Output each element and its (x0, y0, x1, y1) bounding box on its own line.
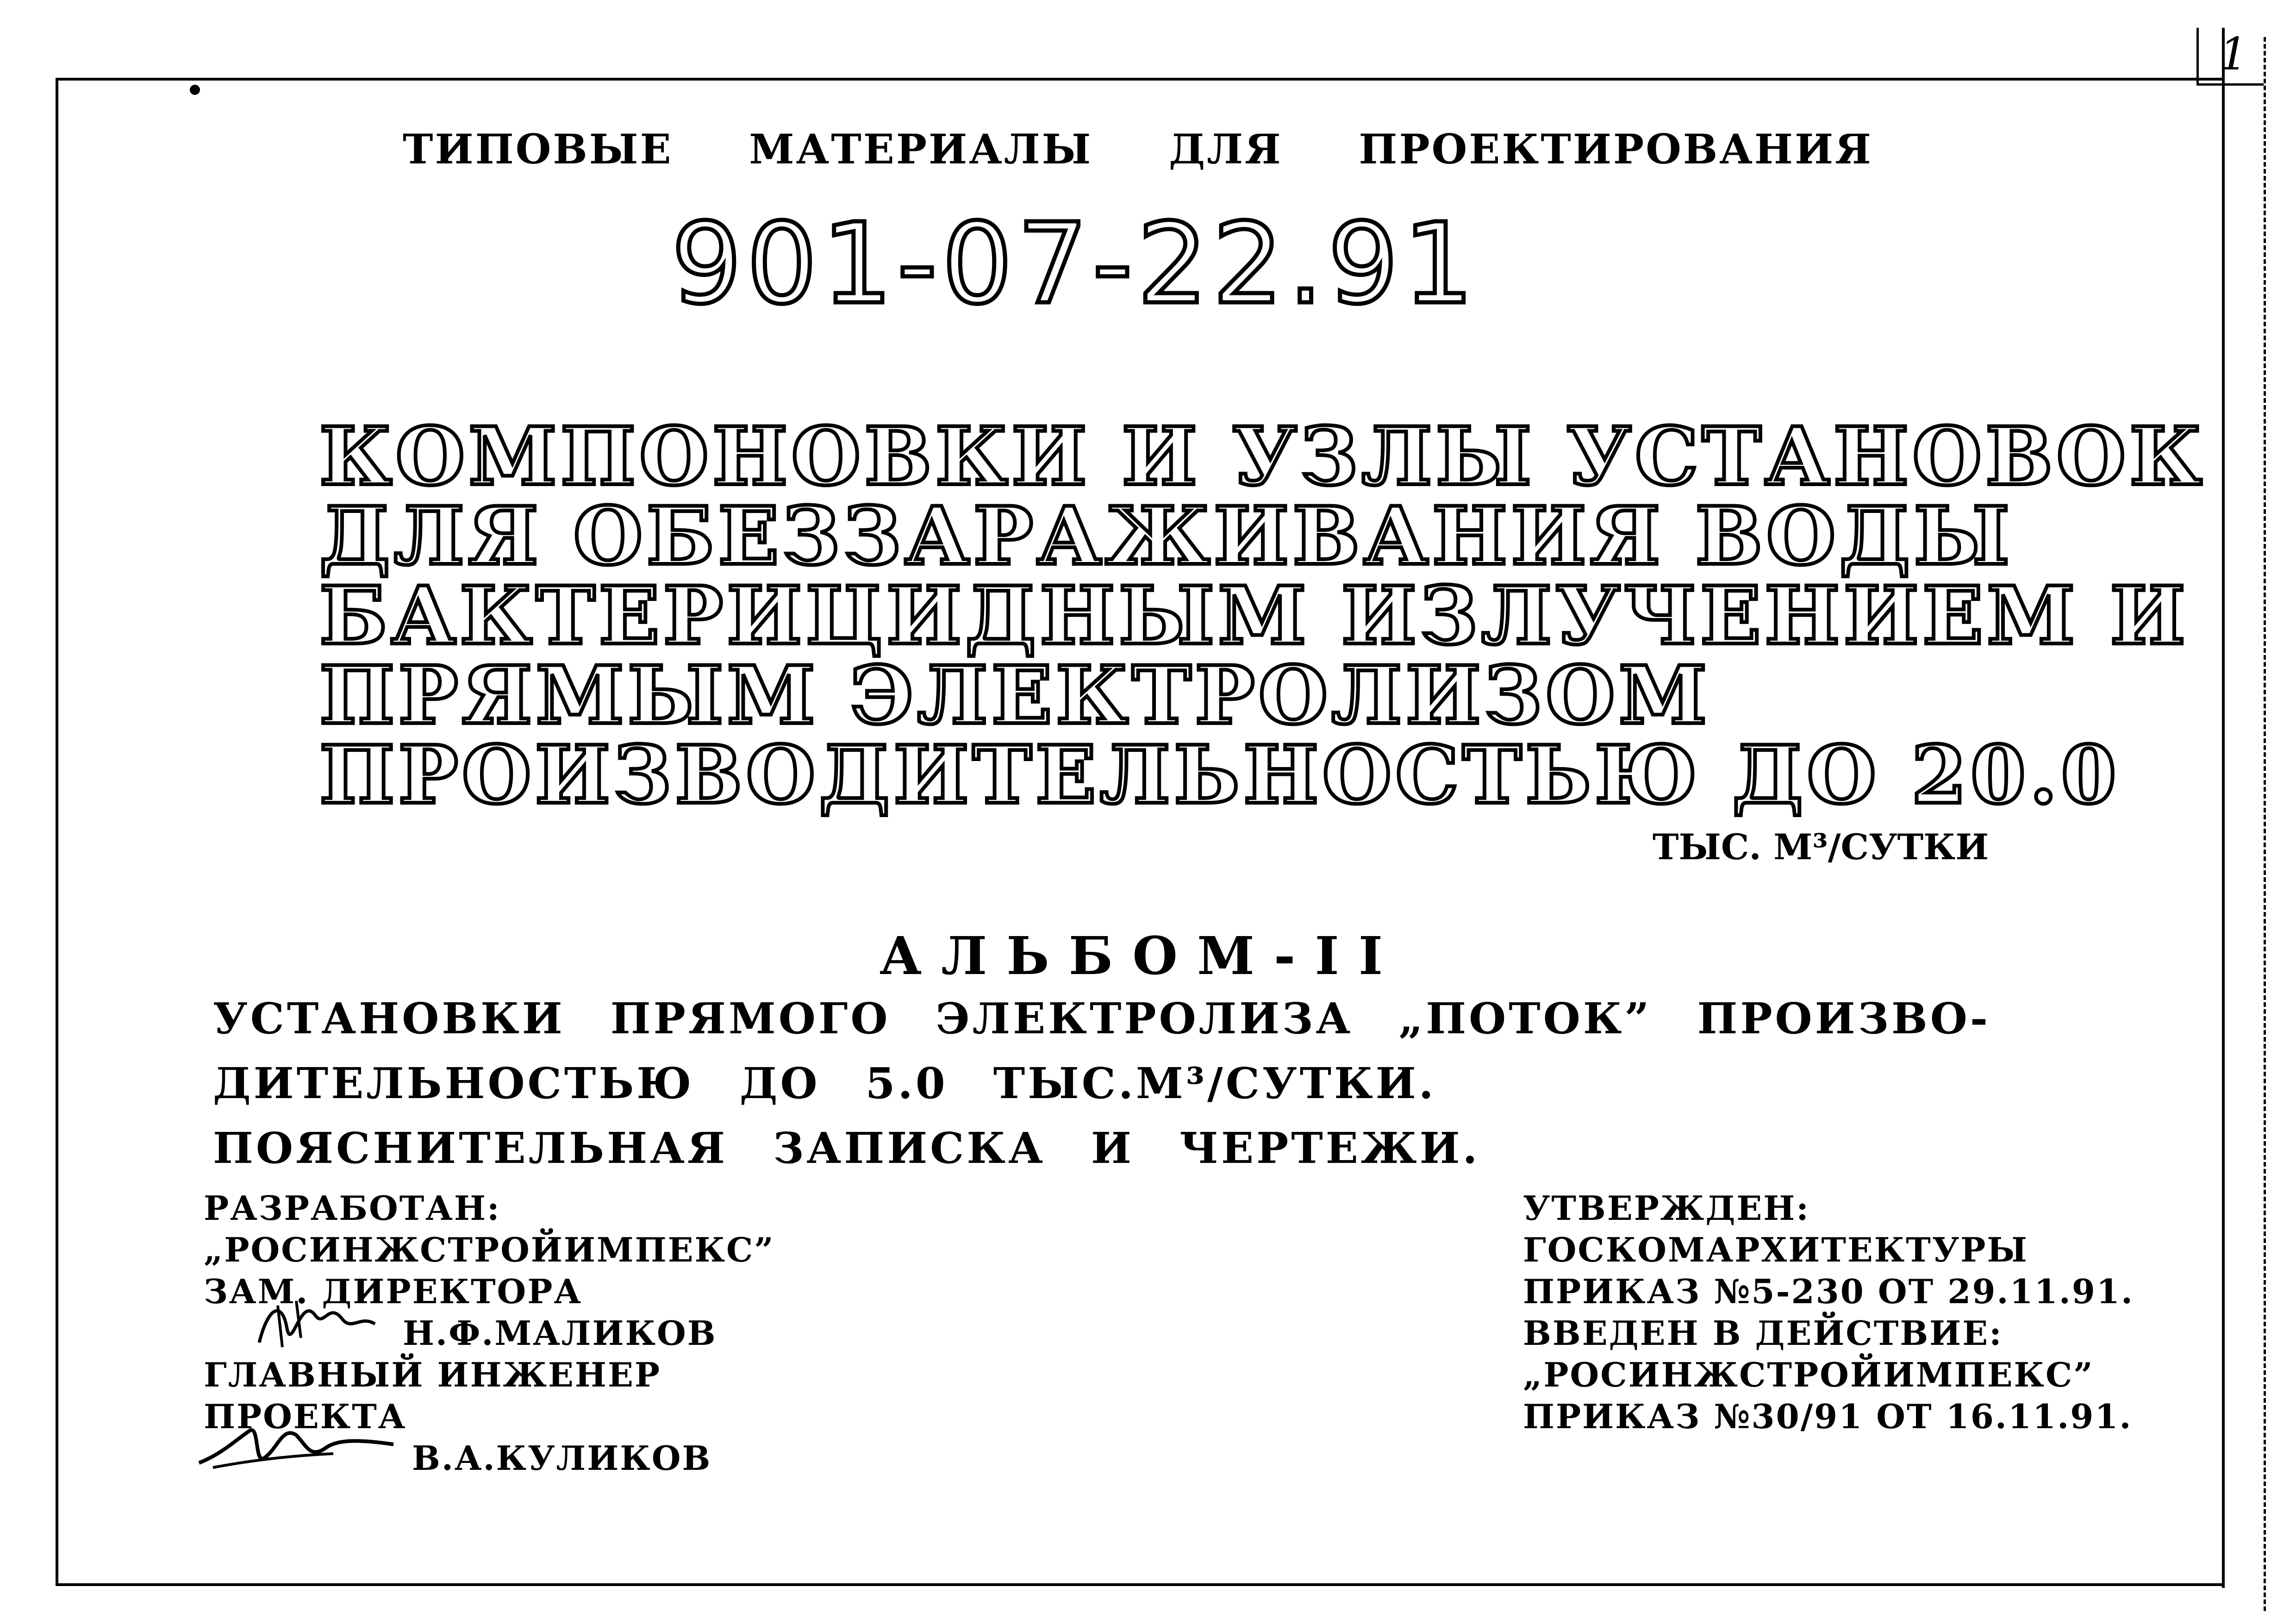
deputy-role: ЗАМ. ДИРЕКТОРА (204, 1272, 583, 1311)
main-title-line: ПРОИЗВОДИТЕЛЬНОСТЬЮ ДО 20.0 (319, 728, 2120, 822)
enacted-label: ВВЕДЕН В ДЕЙСТВИЕ: (1523, 1313, 2003, 1353)
deputy-name: Н.Ф.МАЛИКОВ (403, 1313, 717, 1353)
developed-label: РАЗРАБОТАН: (204, 1188, 501, 1228)
chief-role-cont: ПРОЕКТА (204, 1397, 407, 1436)
approved-block (1523, 1187, 2217, 1437)
album-description (213, 986, 2157, 1181)
sheet-number: 1 (2219, 28, 2248, 80)
approved-org: ГОСКОМАРХИТЕКТУРЫ (1523, 1230, 2028, 1269)
main-title-line: ДЛЯ ОБЕЗЗАРАЖИВАНИЯ ВОДЫ (319, 489, 2014, 583)
main-title-line: БАКТЕРИЦИДНЫМ ИЗЛУЧЕНИЕМ И (319, 568, 2189, 662)
signature-maliкov (250, 1287, 380, 1356)
main-title-line: КОМПОНОВКИ И УЗЛЫ УСТАНОВОК (319, 409, 2206, 503)
enacted-org: „РОСИНЖСТРОЙИМПЕКС” (1523, 1355, 2094, 1394)
chief-name: В.А.КУЛИКОВ (412, 1438, 712, 1478)
album-description-line: ДИТЕЛЬНОСТЬЮ ДО 5.0 ТЫС.М³/СУТКИ. (213, 1058, 1436, 1108)
album-title: АЛЬБОМ-II (880, 926, 1403, 987)
frame-left-line (56, 78, 58, 1585)
document-code: 901-07-22.91 (671, 199, 1479, 329)
series-heading: ТИПОВЫЕ МАТЕРИАЛЫ ДЛЯ ПРОЕКТИРОВАНИЯ (403, 125, 1873, 173)
approved-label: УТВЕРЖДЕН: (1523, 1188, 1810, 1228)
enacted-order: ПРИКАЗ №30/91 ОТ 16.11.91. (1523, 1397, 2133, 1436)
frame-outer-dashed-line (2264, 37, 2266, 1611)
main-title-line: ПРЯМЫМ ЭЛЕКТРОЛИЗОМ (319, 648, 1711, 742)
frame-right-line (2222, 28, 2225, 1588)
chief-role: ГЛАВНЫЙ ИНЖЕНЕР (204, 1355, 661, 1394)
frame-bottom-line (56, 1583, 2222, 1586)
main-title (319, 409, 2206, 822)
approved-order: ПРИКАЗ №5-230 ОТ 29.11.91. (1523, 1272, 2134, 1311)
frame-top-line (56, 78, 2222, 81)
title-unit: ТЫС. М³/СУТКИ (1653, 826, 1989, 868)
album-description-line: УСТАНОВКИ ПРЯМОГО ЭЛЕКТРОЛИЗА „ПОТОК” ПРОИЗВО- (213, 993, 1991, 1043)
album-description-line: ПОЯСНИТЕЛЬНАЯ ЗАПИСКА И ЧЕРТЕЖИ. (213, 1123, 1480, 1173)
developed-org: „РОСИНЖСТРОЙИМПЕКС” (204, 1230, 775, 1269)
signature-kulikov (194, 1412, 398, 1477)
punch-dot (190, 85, 200, 95)
